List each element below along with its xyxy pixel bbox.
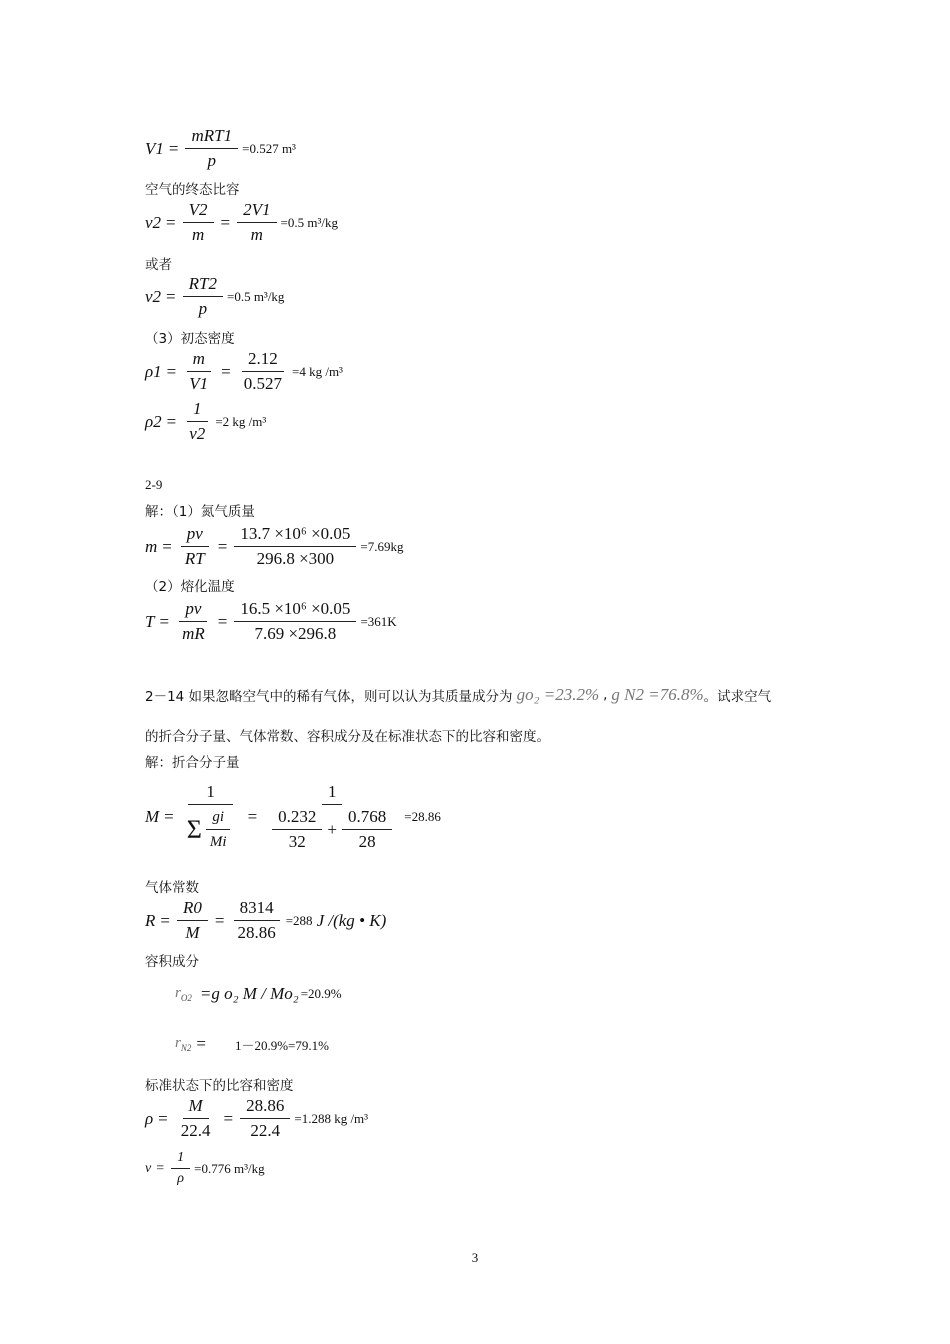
eq-lhs: ρ <box>145 1108 154 1128</box>
eq-lhs: v2 <box>145 286 162 306</box>
eq-lhs: T <box>145 611 155 631</box>
eq-result: =0.527 m³ <box>242 140 296 156</box>
heading-nitrogen-mass: 解：（1）氮气质量 <box>145 504 255 520</box>
eq-volume-fraction-n2: $r_{N2}$ = 1－20.9%=79.1% <box>175 1034 329 1053</box>
frac-num: mRT1 <box>185 126 238 149</box>
heading-melting-temperature: （2）熔化温度 <box>145 579 235 595</box>
eq-lhs: ρ1 <box>145 361 162 381</box>
frac-num: 0.232 <box>272 807 322 830</box>
frac-num: 1 <box>188 782 233 805</box>
eq-nitrogen-mass: m = $\frac{pv}{RT}$ = $\frac{\text{13.7 ×10⁶ ×0.05}}{296.8 \times 300}$ =7.69kg <box>145 524 404 568</box>
eq-rho1: ρ1 = $\frac{m}{V1}$ = $\frac{2.12}{0.527}$ =4 kg /m³ <box>145 349 343 393</box>
frac-den: p <box>198 299 208 318</box>
eq-gas-constant: R = $\frac{R0}{M}$ = $\frac{8314}{28.86}$ =288 J /(kg • K) <box>145 898 387 942</box>
frac-num: 16.5 ×10⁶ ×0.05 <box>234 599 356 622</box>
frac-num: 13.7 ×10⁶ ×0.05 <box>234 524 356 547</box>
eq-v2-a: v2 = $\frac{V2}{m}$ = $\frac{2V1}{m}$ =0.5 m³/kg <box>145 200 338 244</box>
frac-den: 7.69 ×296.8 <box>254 624 337 643</box>
heading-initial-density: （3）初态密度 <box>145 331 235 347</box>
frac-num: R0 <box>177 898 208 921</box>
frac-den: 296.8 ×300 <box>256 549 335 568</box>
frac-num: m <box>187 349 211 372</box>
frac-den: 0.527 <box>243 374 282 393</box>
eq-molar-mass: M = 1 Σ $\frac{gi}{Mi}$ = 1 $\frac{0.232}{32}$ + $\frac{0.768}{28}$ =28.86 <box>145 782 441 851</box>
eq-lhs: v <box>145 1160 152 1176</box>
eq-result: 1－20.9%=79.1% <box>234 1037 329 1053</box>
eq-volume-fraction-o2 <box>175 984 342 1004</box>
eq-unit: J /(kg • K) <box>316 910 387 930</box>
eq-v2-b: v2 = $\frac{RT2}{p}$ =0.5 m³/kg <box>145 274 285 318</box>
eq-result: =2 kg /m³ <box>215 413 267 429</box>
frac-num: M <box>183 1096 209 1119</box>
frac-den: v2 <box>189 424 206 443</box>
eq-result: =361K <box>360 613 397 629</box>
eq-density-standard: ρ = $\frac{M}{22.4}$ = $\frac{28.86}{22.4}$ =1.288 kg /m³ <box>145 1096 369 1140</box>
frac-den: ρ <box>177 1171 184 1186</box>
eq-v1: V1 = $\frac{\text{mRT1}}{p}$ =0.527 m³ <box>145 126 296 170</box>
frac-num: 1 <box>322 782 343 805</box>
nitrogen-fraction: g N2 =76.8% <box>611 685 704 704</box>
heading-final-specific-volume: 空气的终态比容 <box>145 182 240 198</box>
symbol-r-n2: $r_{N2}$ <box>175 1035 192 1053</box>
eq-result: =0.776 m³/kg <box>194 1160 265 1176</box>
frac-den: mR <box>182 624 205 643</box>
eq-lhs: v2 <box>145 212 162 232</box>
problem-text-tail: 。试求空气 <box>703 689 772 705</box>
frac-den: V1 <box>189 374 209 393</box>
problem-number-2-9: 2-9 <box>145 477 163 492</box>
frac-den: M <box>185 923 200 942</box>
problem-2-14-statement: 2－14 如果忽略空气中的稀有气体，则可以认为其质量成分为 go₂ =23.2% , g N2 =76.8% 。试求空气 <box>145 685 772 705</box>
problem-2-14-statement-line2: 的折合分子量、气体常数、容积成分及在标准状态下的比容和密度。 <box>145 729 550 745</box>
frac-den: 28.86 <box>237 923 276 942</box>
frac-num: V2 <box>183 200 214 223</box>
frac-num: gi <box>206 807 230 830</box>
eq-lhs: m <box>145 536 158 556</box>
eq-specific-volume-standard: v = $\frac{1}{\rho}$ =0.776 m³/kg <box>145 1150 265 1186</box>
heading-standard-state: 标准状态下的比容和密度 <box>145 1078 294 1094</box>
frac-num: 2.12 <box>242 349 284 372</box>
eq-result: =0.5 m³/kg <box>226 288 285 304</box>
heading-volume-fraction: 容积成分 <box>145 954 199 970</box>
frac-num: 2V1 <box>237 200 276 223</box>
sum-symbol: Σ <box>186 814 202 844</box>
eq-melting-temperature: T = $\frac{pv}{mR}$ = $\frac{\text{16.5 ×10⁶ ×0.05}}{7.69 \times 296.8}$ =361K <box>145 599 397 643</box>
text-or: 或者 <box>145 257 172 273</box>
frac-num: 0.768 <box>342 807 392 830</box>
frac-den: RT <box>184 549 205 568</box>
frac-num: pv <box>179 599 207 622</box>
frac-num: 8314 <box>234 898 280 921</box>
frac-num: pv <box>181 524 209 547</box>
frac-den: 22.4 <box>250 1121 281 1140</box>
frac-den: 32 <box>288 832 306 851</box>
page-number: 3 <box>471 1250 479 1265</box>
frac-den: m <box>191 225 205 244</box>
frac-den: m <box>250 225 263 244</box>
frac-num: 28.86 <box>240 1096 290 1119</box>
eq-result: =7.69kg <box>360 538 404 554</box>
frac-den: 22.4 <box>180 1121 211 1140</box>
heading-molar-mass: 解：折合分子量 <box>145 755 240 771</box>
eq-lhs: M <box>145 807 160 826</box>
eq-expression: =g o₂ M / Mo₂ <box>199 984 299 1003</box>
eq-lhs: R <box>145 910 156 930</box>
problem-text: 2－14 如果忽略空气中的稀有气体，则可以认为其质量成分为 <box>145 689 513 705</box>
symbol-r-o2: $r_{O2}$ <box>175 985 192 1003</box>
frac-den: Mi <box>209 834 227 850</box>
eq-result: =288 <box>285 912 313 928</box>
heading-gas-constant: 气体常数 <box>145 880 199 896</box>
eq-result: =4 kg /m³ <box>292 363 343 379</box>
eq-result: =28.86 <box>404 809 441 824</box>
frac-num: 1 <box>187 399 208 422</box>
eq-result: =20.9% <box>300 986 342 1001</box>
frac-den: p <box>207 151 217 170</box>
oxygen-fraction: go₂ =23.2% <box>516 685 600 704</box>
frac-den: 28 <box>358 832 376 851</box>
eq-result: =0.5 m³/kg <box>280 214 338 230</box>
eq-lhs: ρ2 <box>145 411 162 431</box>
eq-lhs: V1 <box>145 138 164 158</box>
eq-result: =1.288 kg /m³ <box>294 1110 369 1126</box>
eq-rho2: ρ2 = $\frac{1}{v2}$ =2 kg /m³ <box>145 399 267 443</box>
frac-num: RT2 <box>183 274 223 297</box>
frac-num: 1 <box>171 1150 190 1169</box>
